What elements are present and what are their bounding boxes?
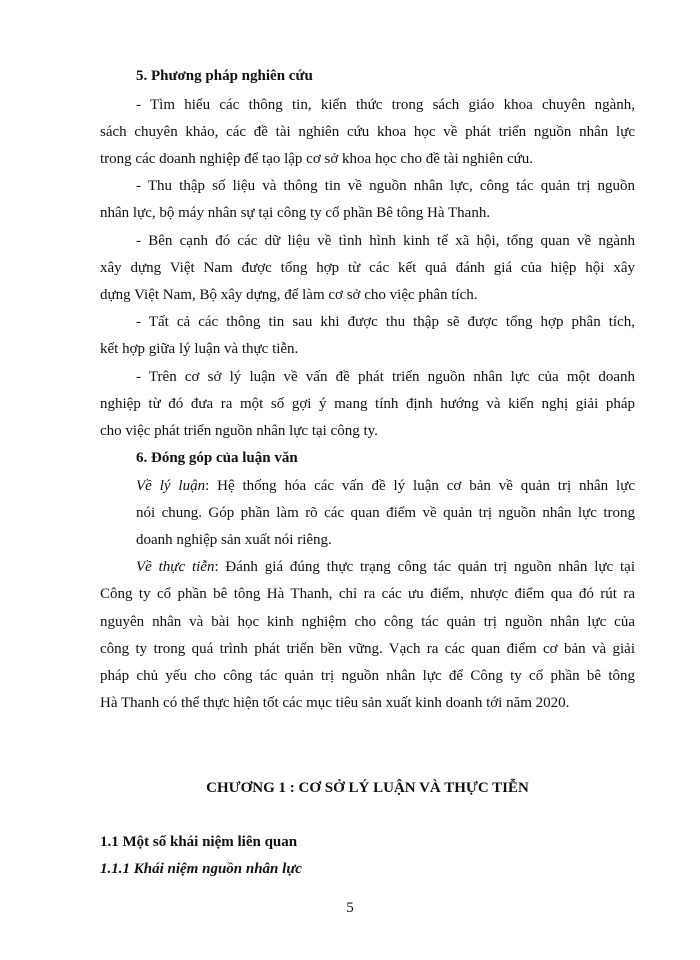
paragraph-line: - Bên cạnh đó các dữ liệu về tình hình kinh tế xã hội, tổng quan về ngành — [136, 233, 635, 249]
paragraph-line: công ty trong quá trình phát triển bền vững. Vạch ra các quan điểm cơ bản và giải — [100, 641, 635, 657]
paragraph-line: kết hợp giữa lý luận và thực tiễn. — [100, 341, 299, 357]
paragraph-line: - Trên cơ sở lý luận về vấn đề phát triển nguồn nhân lực của một doanh — [136, 369, 635, 385]
paragraph-line: Hà Thanh có thể thực hiện tốt các mục tiêu sản xuất kinh doanh tới năm 2020. — [100, 695, 570, 711]
paragraph-line: - Tìm hiểu các thông tin, kiến thức trong sách giáo khoa chuyên ngành, — [136, 97, 635, 113]
paragraph-line: trong các doanh nghiệp để tạo lập cơ sở khoa học cho đề tài nghiên cứu. — [100, 151, 534, 167]
section-5-heading: 5. Phương pháp nghiên cứu — [136, 68, 313, 84]
page-number: 5 — [346, 900, 354, 916]
paragraph-line: dựng Việt Nam, Bộ xây dựng, để làm cơ sở cho việc phân tích. — [100, 287, 478, 303]
paragraph-line: doanh nghiệp sản xuất nói riêng. — [136, 532, 332, 548]
subsubsection-heading: 1.1.1 Khái niệm nguồn nhân lực — [100, 861, 302, 877]
theory-text: : Hệ thống hóa các vấn đề lý luận cơ bản về quản trị nhân lực — [205, 478, 635, 494]
paragraph-line: - Tất cả các thông tin sau khi được thu thập sẽ được tổng hợp phân tích, — [136, 314, 635, 330]
paragraph-line: pháp chủ yếu cho công tác quản trị nguồn nhân lực để Công ty cổ phần bê tông — [100, 668, 635, 684]
practice-label: Về thực tiễn — [136, 559, 215, 575]
paragraph-line: xây dựng Việt Nam được tổng hợp từ các kết quả đánh giá của hiệp hội xây — [100, 260, 635, 276]
theory-first-line — [136, 476, 635, 496]
paragraph-line: Công ty cổ phần bê tông Hà Thanh, chỉ ra các ưu điểm, nhược điểm qua đó rút ra — [100, 586, 635, 602]
section-6-heading: 6. Đóng góp của luận văn — [136, 450, 298, 466]
subsection-heading: 1.1 Một số khái niệm liên quan — [100, 834, 298, 850]
paragraph-line: nguyên nhân và bài học kinh nghiệm cho công tác quản trị nguồn nhân lực của — [100, 614, 635, 630]
chapter-title: CHƯƠNG 1 : CƠ SỞ LÝ LUẬN VÀ THỰC TIỄN — [206, 780, 529, 796]
paragraph-line: nghiệp từ đó đưa ra một số gợi ý mang tính định hướng và kiến nghị giải pháp — [100, 396, 635, 412]
practice-first-line — [136, 557, 635, 577]
paragraph-line: cho việc phát triển nguồn nhân lực tại công ty. — [100, 423, 378, 439]
paragraph-line: nói chung. Góp phần làm rõ các quan điểm về quản trị nguồn nhân lực trong — [136, 505, 635, 521]
paragraph-line: - Thu thập số liệu và thông tin về nguồn nhân lực, công tác quản trị nguồn — [136, 178, 635, 194]
practice-text: : Đánh giá đúng thực trạng công tác quản trị nguồn nhân lực tại — [214, 559, 635, 575]
theory-label: Về lý luận — [136, 478, 206, 494]
paragraph-line: nhân lực, bộ máy nhân sự tại công ty cổ phần Bê tông Hà Thanh. — [100, 205, 491, 221]
paragraph-line: sách chuyên khảo, các đề tài nghiên cứu khoa học về phát triển nguồn nhân lực — [100, 124, 635, 140]
